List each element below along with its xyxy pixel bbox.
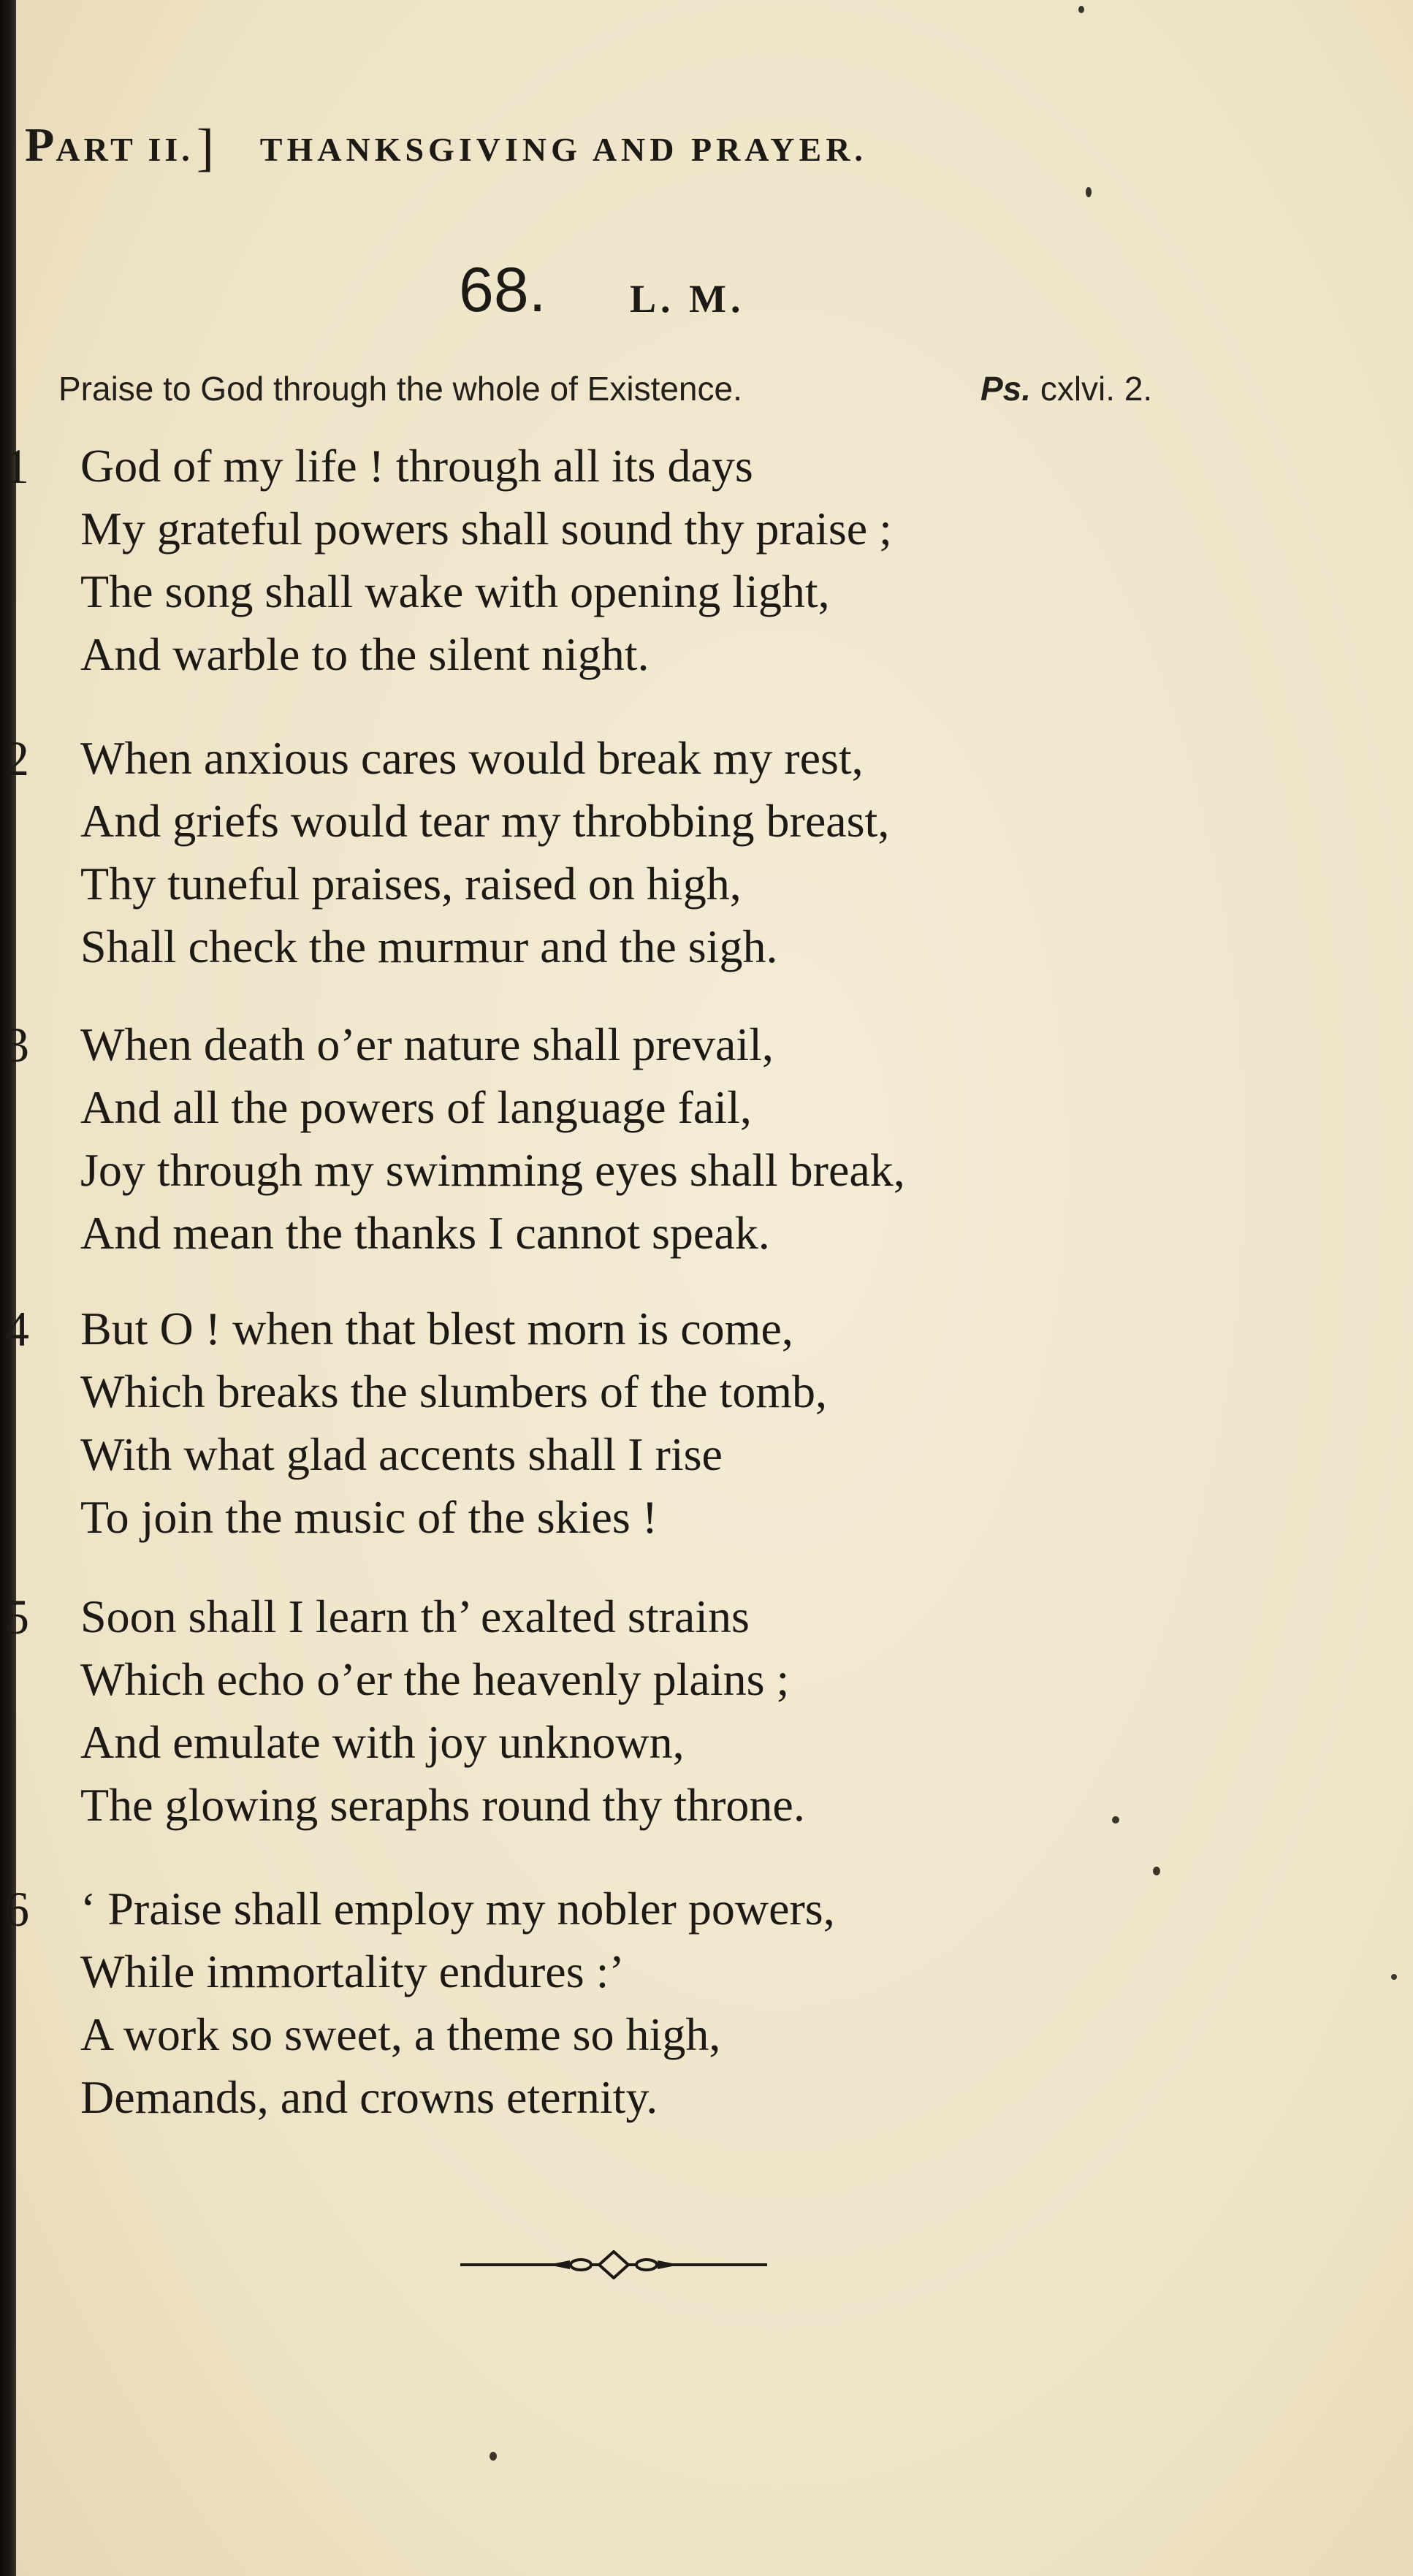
section-title: THANKSGIVING AND PRAYER. — [259, 131, 867, 168]
running-header — [25, 113, 1413, 177]
verse-line: And emulate with joy unknown, — [80, 1716, 685, 1768]
paper-speck — [1391, 1974, 1397, 1980]
hymn-meter: L. M. — [630, 277, 745, 321]
verse-line: And all the powers of language fail, — [80, 1081, 752, 1133]
verse-line: A work so sweet, a theme so high, — [80, 2008, 721, 2060]
verse-line: Which breaks the slumbers of the tomb, — [80, 1365, 827, 1417]
stanza-number: 5 — [4, 1589, 29, 1645]
paper-speck — [1078, 6, 1084, 13]
verse-line: When death o’er nature shall prevail, — [80, 1018, 774, 1070]
subtitle-text: Praise to God through the whole of Existence. — [58, 370, 742, 408]
paper-speck — [1112, 1816, 1119, 1824]
verse-line: Demands, and crowns eternity. — [80, 2071, 658, 2123]
hymn-subtitle — [58, 369, 1344, 408]
reference-book: Ps. — [980, 370, 1032, 408]
verse-line: But O ! when that blest morn is come, — [80, 1303, 793, 1354]
paper-speck — [1153, 1867, 1160, 1875]
verse-line: ‘ Praise shall employ my nobler powers, — [80, 1883, 835, 1935]
verse-line: And mean the thanks I cannot speak. — [80, 1207, 770, 1259]
stanza-number: 1 — [4, 438, 29, 494]
verse-line: And griefs would tear my throbbing breast, — [80, 795, 890, 847]
reference-chapter: cxlvi. 2. — [1040, 370, 1153, 408]
paper-speck — [490, 2452, 497, 2461]
ornamental-divider — [460, 2250, 767, 2279]
verse-line: Soon shall I learn th’ exalted strains — [80, 1590, 750, 1642]
verse-line: To join the music of the skies ! — [80, 1491, 658, 1543]
part-label: PART II. — [25, 118, 194, 172]
verse-line: God of my life ! through all its days — [80, 440, 753, 492]
verse-line: When anxious cares would break my rest, — [80, 732, 864, 784]
verse-line: With what glad accents shall I rise — [80, 1428, 723, 1480]
verse-line: My grateful powers shall sound thy praise ; — [80, 503, 892, 555]
stanza-number: 2 — [4, 731, 29, 786]
hymn-number: 68. — [459, 255, 546, 325]
verse-line: The song shall wake with opening light, — [80, 565, 830, 617]
stanza-number: 6 — [4, 1881, 29, 1937]
stanza-number: 3 — [4, 1017, 29, 1072]
stanza-number: 4 — [4, 1301, 29, 1357]
paper-speck — [1086, 187, 1092, 197]
book-spine-edge — [0, 0, 16, 2576]
verse-line: And warble to the silent night. — [80, 628, 650, 680]
scripture-reference — [980, 369, 1152, 408]
verse-line: The glowing seraphs round thy throne. — [80, 1779, 805, 1831]
header-bracket: ] — [196, 118, 218, 177]
verse-line: Which echo o’er the heavenly plains ; — [80, 1653, 790, 1705]
verse-line: Joy through my swimming eyes shall break, — [80, 1144, 905, 1196]
verse-line: Shall check the murmur and the sigh. — [80, 921, 778, 972]
verse-line: Thy tuneful praises, raised on high, — [80, 858, 742, 910]
verse-line: While immortality endures :’ — [80, 1946, 625, 1997]
